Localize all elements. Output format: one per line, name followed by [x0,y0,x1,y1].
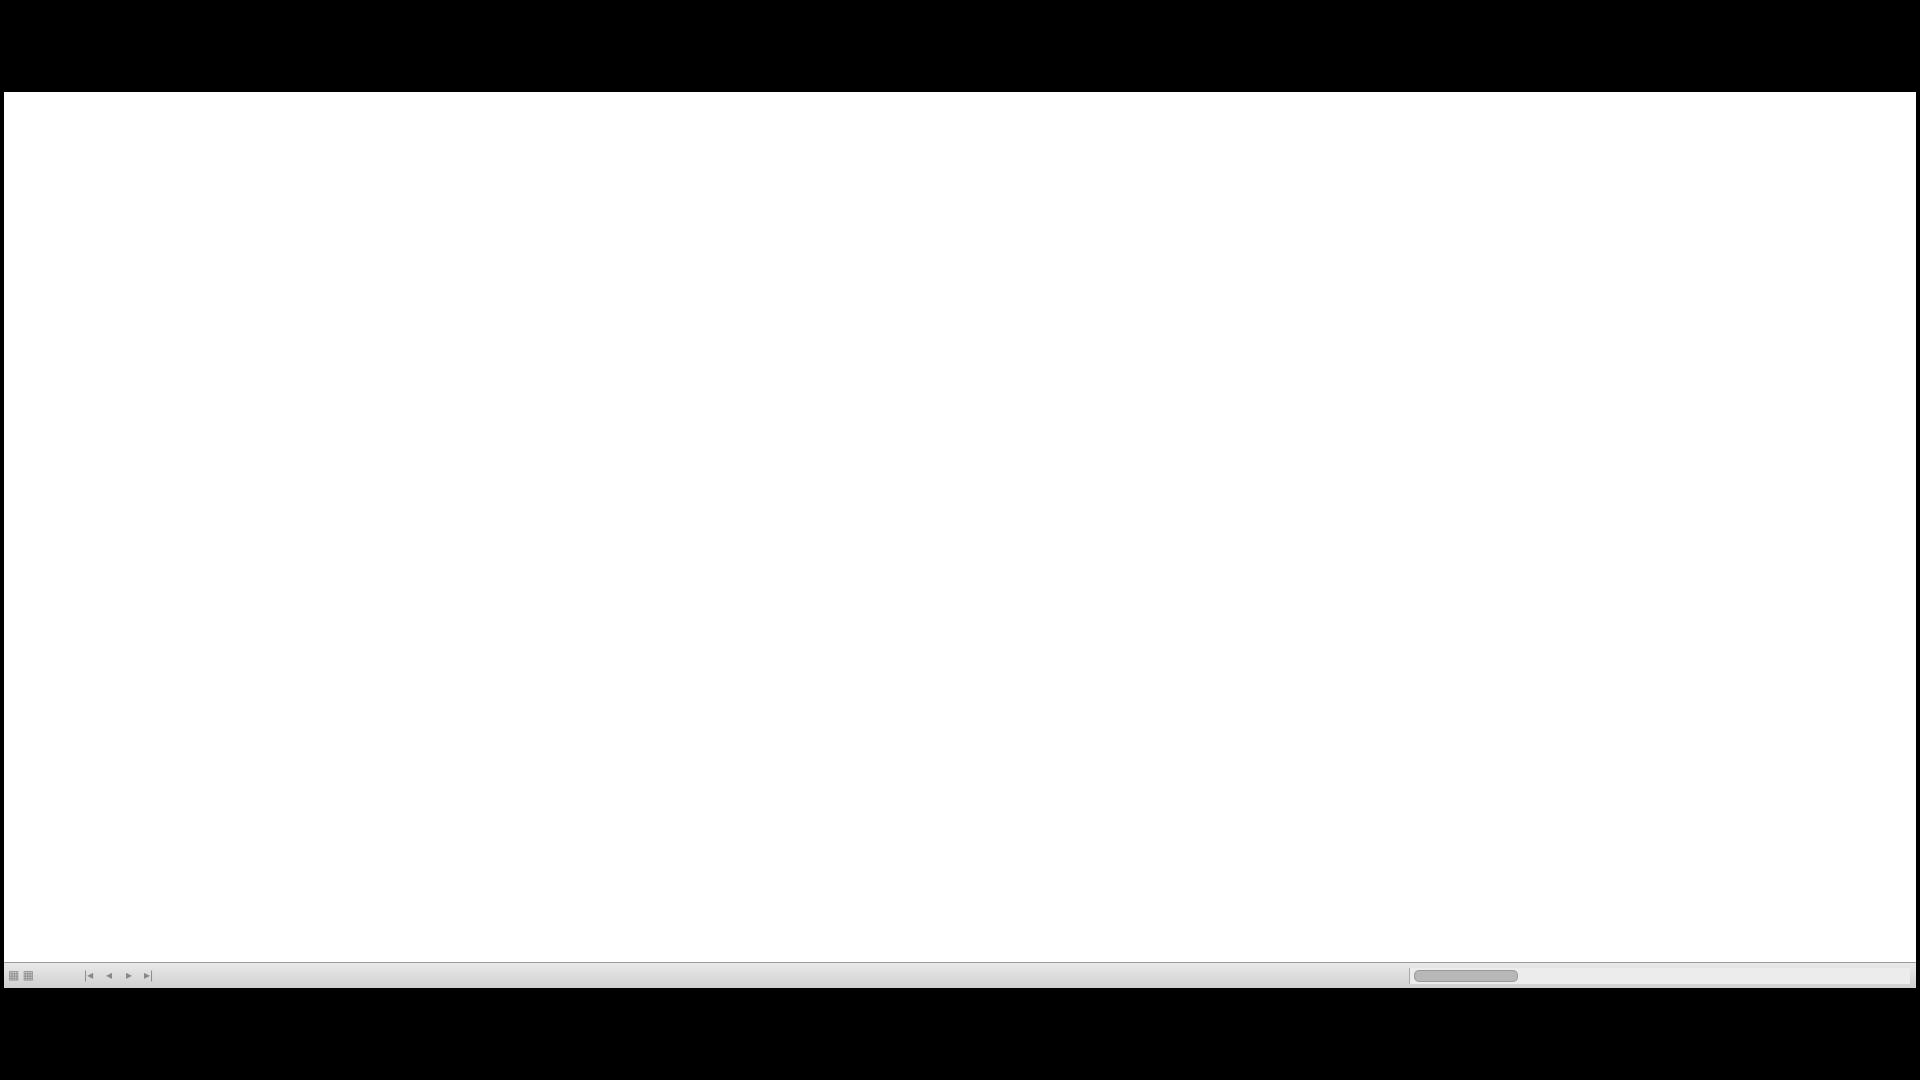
spreadsheet[interactable] [4,92,1916,988]
scrollbar-thumb[interactable] [1414,970,1518,982]
first-sheet-icon[interactable]: |◂ [84,968,94,982]
view-toggle-icon[interactable]: ▦ ▦ [8,968,35,982]
prev-sheet-icon[interactable]: ◂ [106,968,113,982]
sheet-tab-bar [4,962,1916,988]
last-sheet-icon[interactable]: ▸| [144,968,154,982]
cell-grid[interactable] [4,92,1916,962]
horizontal-scrollbar[interactable] [1409,968,1910,984]
next-sheet-icon[interactable]: ▸ [126,968,133,982]
